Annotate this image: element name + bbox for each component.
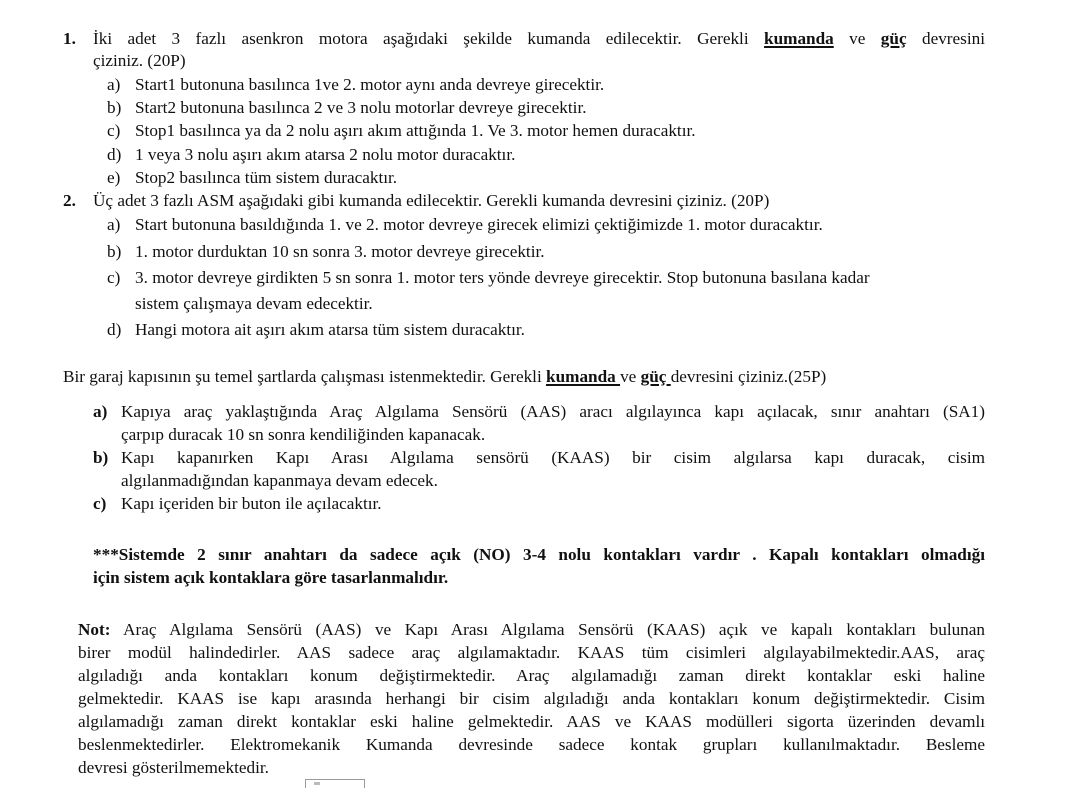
q1-item-c: Stop1 basılınca ya da 2 nolu aşırı akım attığında 1. Ve 3. motor hemen duracaktır.: [135, 121, 696, 140]
q1-item-d-label: d): [107, 145, 122, 164]
q3-item-a-line-1: Kapıya araç yaklaştığında Araç Algılama Sensörü (AAS) aracı algılayınca kapı açılacak, sınır anahtarı (SA1): [121, 402, 985, 421]
q2-item-d: Hangi motora ait aşırı akım atarsa tüm sistem duracaktır.: [135, 320, 525, 339]
q2-item-c: 3. motor devreye girdikten 5 sn sonra 1. motor ters yönde devreye girecektir. Stop butonuna basılana kadar: [135, 268, 870, 287]
q1-line-1: [93, 29, 985, 49]
q3-warning-line-1: ***Sistemde 2 sınır anahtarı da sadece açık (NO) 3-4 nolu kontakları vardır . Kapalı kontakları olmadığı: [93, 545, 985, 564]
q3-text: Bir garaj kapısının şu temel şartlarda çalışması istenmektedir. Gerekli: [63, 367, 547, 386]
q3-item-c-line-1: Kapı içeriden bir buton ile açılacaktır.: [121, 494, 382, 513]
note-line-6: beslenmektedirler. Elektromekanik Kumanda devresinde sadece kontak grupları kullanılmaktadır. Besleme: [78, 735, 985, 754]
q1-item-b: Start2 butonuna basılınca 2 ve 3 nolu motorlar devreye girecektir.: [135, 98, 587, 117]
q1-text: ve: [833, 29, 881, 48]
q1-item-e-label: e): [107, 168, 121, 187]
q3-item-b-label: b): [93, 448, 109, 467]
note-line-3: algıladığı anda kontakları konum değiştirmektedir. Araç algılamadığı zaman direkt kontaklar eski haline: [78, 666, 985, 685]
note-text: Araç Algılama Sensörü (AAS) ve Kapı Arası Algılama Sensörü (KAAS) açık ve kapalı kontakları bulunan: [110, 620, 985, 639]
q1-item-d: 1 veya 3 nolu aşırı akım atarsa 2 nolu motor duracaktır.: [135, 145, 516, 164]
q3-text: devresini çiziniz.(25P): [670, 367, 827, 386]
q3-intro: [63, 367, 826, 387]
q2-line-1: Üç adet 3 fazlı ASM aşağıdaki gibi kumanda edilecektir. Gerekli kumanda devresini çiziniz. (20P): [93, 191, 770, 210]
note-line-5: algılamadığı zaman direkt kontaklar eski haline gelmektedir. AAS ve KAAS modülleri sigorta üzerinden devamlı: [78, 712, 985, 731]
q1-emphasis-guc: güç: [880, 29, 907, 48]
q3-warning-line-2: için sistem açık kontaklara göre tasarlanmalıdır.: [93, 568, 449, 587]
q1-item-c-label: c): [107, 121, 121, 140]
q3-item-b-line-2: algılanmadığından kapanmaya devam edecek.: [121, 471, 438, 490]
q2-item-a: Start butonuna basıldığında 1. ve 2. motor devreye girecek elimizi çektiğimizde 1. motor duracaktır.: [135, 215, 823, 234]
q3-item-a-line-2: çarpıp duracak 10 sn sonra kendiliğinden kapanacak.: [121, 425, 486, 444]
q1-item-e: Stop2 basılınca tüm sistem duracaktır.: [135, 168, 398, 187]
q1-number: 1.: [63, 29, 76, 48]
q2-item-c-cont: sistem çalışmaya devam edecektir.: [135, 294, 373, 313]
note-line-1: [78, 620, 985, 640]
q2-item-b-label: b): [107, 242, 122, 261]
q3-text: ve: [620, 367, 641, 386]
q1-item-a: Start1 butonuna basılınca 1ve 2. motor aynı anda devreye girecektir.: [135, 75, 605, 94]
note-label: Not:: [78, 620, 111, 639]
q2-item-b: 1. motor durduktan 10 sn sonra 3. motor devreye girecektir.: [135, 242, 545, 261]
q1-item-a-label: a): [107, 75, 121, 94]
note-line-4: gelmektedir. KAAS ise kapı arasında herhangi bir cisim algıladığı anda kontakları konum değiştirmektedir. Cisim: [78, 689, 985, 708]
q3-emphasis-guc: güç: [640, 367, 671, 386]
q3-item-b-line-1: Kapı kapanırken Kapı Arası Algılama sensörü (KAAS) bir cisim algılarsa kapı duracak, cisim: [121, 448, 985, 467]
q1-line-2: çiziniz. (20P): [93, 51, 186, 70]
q2-number: 2.: [63, 191, 76, 210]
q3-item-a-label: a): [93, 402, 108, 421]
q2-item-d-label: d): [107, 320, 122, 339]
q3-emphasis-kumanda: kumanda: [546, 367, 621, 386]
q2-item-c-label: c): [107, 268, 121, 287]
note-line-7: devresi gösterilmemektedir.: [78, 758, 269, 777]
q2-item-a-label: a): [107, 215, 121, 234]
cropped-figure-frame: [305, 779, 365, 788]
q1-text: devresini: [906, 29, 985, 48]
q3-item-c-label: c): [93, 494, 107, 513]
q1-emphasis-kumanda: kumanda: [764, 29, 834, 48]
q1-item-b-label: b): [107, 98, 122, 117]
q1-text: İki adet 3 fazlı asenkron motora aşağıdaki şekilde kumanda edilecektir. Gerekli: [93, 29, 765, 48]
note-line-2: birer modül halindedirler. AAS sadece araç algılamaktadır. KAAS tüm cisimleri algılayabilmektedir.AAS, araç: [78, 643, 985, 662]
